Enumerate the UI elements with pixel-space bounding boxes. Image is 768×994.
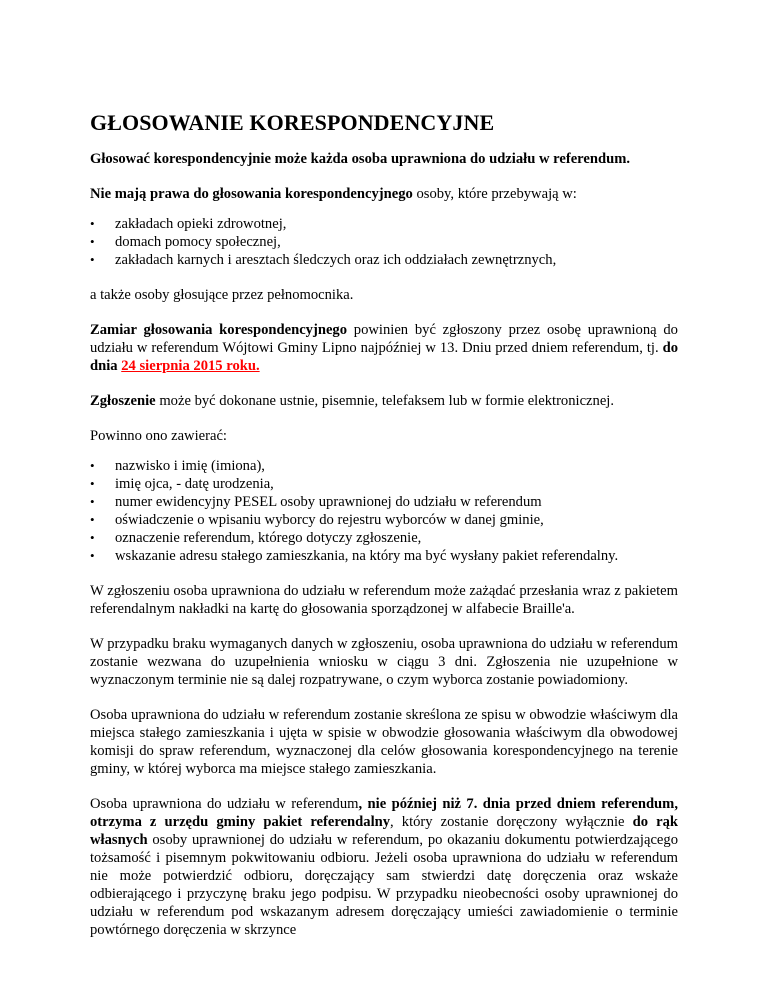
list-item: • zakładach opieki zdrowotnej, [115,215,678,233]
required-data-list [90,457,678,565]
submission-paragraph [90,392,678,410]
package-d: do rąk własnych [90,814,678,848]
list-item: • oświadczenie o wpisaniu wyborcy do rejestru wyborców w danej gminie, [115,511,678,529]
register-paragraph: Osoba uprawniona do udziału w referendum zostanie skreślona ze spisu w obwodzie właściwym dla miejsca stałego zamieszkania i ujęta w spisie w obwodzie głosowania właściwym dla obwodowej komisji do spraw referendum, wyznaczonej dla celów głosowania korespondencyjnego na terenie gminy, w której wyborca ma miejsce stałego zamieszkania. [90,707,678,777]
page-title: GŁOSOWANIE KORESPONDENCYJNE [90,110,495,135]
package-e: osoby uprawnionej do udziału w referendum, po okazaniu dokumentu potwierdzającego tożsamość i pisemnym pokwitowaniu odbioru. Jeżeli osoba uprawniona do udziału w referendum nie może potwierdzić odbioru, doręczający sam stwierdzi datę doręczenia oraz wskaże odbierającego i przyczynę braku jego podpisu. W przypadku nieobecności osoby uprawnionej do udziału w referendum pod wskazanym adresem doręczający umieści zawiadomienie o terminie powtórnego doręczenia w skrzynce [90,832,678,938]
list-item: • nazwisko i imię (imiona), [115,457,678,475]
package-a: Osoba uprawniona do udziału w referendum [90,796,359,812]
restriction-paragraph [90,185,678,203]
deadline-paragraph [90,321,678,375]
proxy-paragraph: a także osoby głosujące przez pełnomocnika. [90,287,354,303]
list-item: • imię ojca, - datę urodzenia, [115,475,678,493]
deadline-bold: Zamiar głosowania korespondencyjnego [90,322,348,338]
submission-bold: Zgłoszenie [90,393,156,409]
package-c: , który zostanie doręczony wyłącznie [390,814,633,830]
excluded-places-list [90,215,678,269]
list-item: • domach pomocy społecznej, [115,233,678,251]
restriction-bold: Nie mają prawa do głosowania korespondencyjnego [90,186,413,202]
list-item: • zakładach karnych i aresztach śledczych oraz ich oddziałach zewnętrznych, [115,251,678,269]
restriction-rest: osoby, które przebywają w: [412,186,577,202]
list-item: • numer ewidencyjny PESEL osoby uprawnionej do udziału w referendum [115,493,678,511]
intro-paragraph: Głosować korespondencyjnie może każda osoba uprawniona do udziału w referendum. [90,151,631,167]
document-page [90,110,678,956]
list-item: • wskazanie adresu stałego zamieszkania, na który ma być wysłany pakiet referendalny. [115,547,678,565]
deadline-bold2: do dnia [90,340,678,374]
missing-data-paragraph: W przypadku braku wymaganych danych w zgłoszeniu, osoba uprawniona do udziału w referendum zostanie wezwana do uzupełnienia wniosku w ciągu 3 dni. Zgłoszenia nie uzupełnione w wyznaczonym terminie nie są dalej rozpatrywane, o czym wyborca zostanie powiadomiony. [90,636,678,688]
contents-paragraph: Powinno ono zawierać: [90,428,227,444]
package-paragraph [90,795,678,939]
submission-rest: może być dokonane ustnie, pisemnie, telefaksem lub w formie elektronicznej. [155,393,615,409]
braille-paragraph: W zgłoszeniu osoba uprawniona do udziału w referendum może zażądać przesłania wraz z pakietem referendalnym nakładki na kartę do głosowania sporządzonej w alfabecie Braille'a. [90,583,678,617]
deadline-date: 24 sierpnia 2015 roku [121,358,256,374]
list-item: • oznaczenie referendum, którego dotyczy zgłoszenie, [115,529,678,547]
deadline-dot: . [255,358,260,374]
package-b: , nie później niż 7. dnia przed dniem referendum, otrzyma z urzędu gminy pakiet referendalny [90,796,678,830]
deadline-rest: powinien być zgłoszony przez osobę uprawnioną do udziału w referendum Wójtowi Gminy Lipno najpóźniej w 13. Dniu przed dniem referendum, tj. [90,322,678,356]
